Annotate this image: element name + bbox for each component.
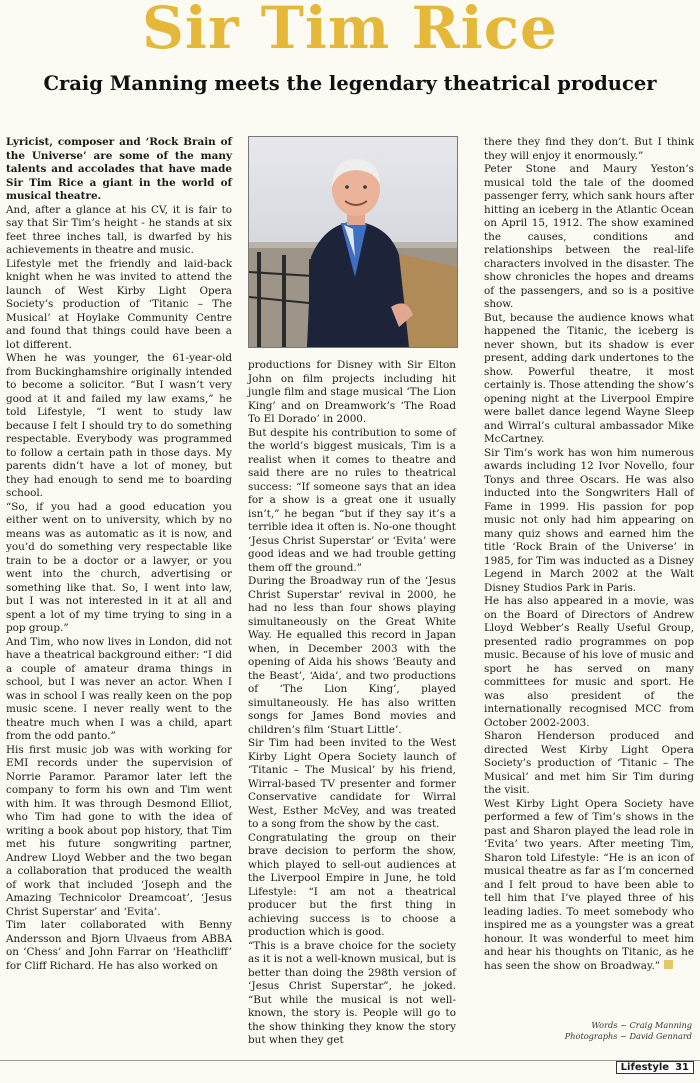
text-column-3 — [484, 136, 694, 973]
paragraph: But despite his contribution to some of the world’s biggest musicals, Tim is a realist when it comes to theatre and said there are no rules to theatrical success: “If someone says that an idea for a show is a great one it usually isn’t,” he began “but if they say it’s a terrible idea it often is. No-one thought ‘Jesus Christ Superstar’ or ‘Evita’ were good ideas and we had trouble getting them off the ground.” — [248, 426, 456, 574]
magazine-name: Lifestyle — [620, 1062, 670, 1073]
article-title: Sir Tim Rice — [142, 0, 558, 62]
paragraph-text: West Kirby Light Opera Society have performed a few of Tim’s shows in the past and Sharon played the lead role in ‘Evita’ two years. After meeting Tim, Sharon told Lifestyle: “He is an icon of musical theatre as far as I’m concerned and I felt proud to have been able to tell him that I’ve played three of his leading ladies. To meet somebody who inspired me as a youngster was a great honour. It was wonderful to meet him and hear his thoughts on Titanic, as he has seen the show on Broadway.” — [484, 797, 694, 972]
paragraph: But, because the audience knows what happened the Titanic, the iceberg is never shown, but its shadow is ever present, adding dark undertones to the show. Powerful theatre, it most certainly is. Those attending the show’s opening night at the Liverpool Empire were ballet dance legend Wayne Sleep and Wirral’s cultural ambassador Mike McCartney. — [484, 311, 694, 445]
paragraph: Sir Tim’s work has won him numerous awards including 12 Ivor Novello, four Tonys and three Oscars. He was also inducted into the Songwriters Hall of Fame in 1999. His passion for pop music not only had him appearing on many quiz shows and earned him the title ‘Rock Brain of the Universe’ in 1985, for Tim was inducted as a Disney Legend in March 2002 at the Walt Disney Studios Park in Paris. — [484, 446, 694, 594]
footer-rule — [0, 1060, 700, 1061]
photographs-credit: Photographs ~ David Gennard — [564, 1031, 692, 1041]
paragraph: Peter Stone and Maury Yeston’s musical told the tale of the doomed passenger ferry, which sank hours after hitting an iceberg in the Atlantic Ocean on April 15, 1912. The show examined the causes, conditions and relationships between the real-life characters involved in the disaster. The show chronicles the hopes and dreams of the passengers, and so is a positive show. — [484, 163, 694, 310]
article-subtitle: Craig Manning meets the legendary theatrical producer — [43, 72, 657, 95]
paragraph: there they find they don’t. But I think they will enjoy it enormously.” — [484, 136, 694, 162]
paragraph: During the Broadway run of the ‘Jesus Christ Superstar’ revival in 2000, he had no less than four shows playing simultaneously on the Great White Way. He equalled this record in Japan when, in December 2003 with the opening of Aida his shows ‘Beauty and the Beast’, ‘Aida’, and two productions of ‘The Lion King’, played simultaneously. He has also written songs for James Bond movies and children’s film ‘Stuart Little’. — [248, 575, 456, 736]
portrait-illustration — [249, 137, 457, 347]
credits — [565, 1020, 692, 1042]
paragraph: His first music job was with working for EMI records under the supervision of Norrie Paramor. Paramor later left the company to form his own and Tim went with him. It was through Desmond Elliot, who Tim had gone to with the idea of writing a book about pop history, that Tim met his future songwriting partner, Andrew Lloyd Webber and the two began a collaboration that produced the wealth of work that included ‘Joseph and the Amazing Technicolor Dreamcoat’, ‘Jesus Christ Superstar’ and ‘Evita’. — [6, 743, 232, 918]
paragraph: He has also appeared in a movie, was on the Board of Directors of Andrew Lloyd Webber’s Really Useful Group, presented radio programmes on pop music. Because of his love of music and sport he has served on many committees for music and sport. He was also president of the internationally recognised MCC from October 2002-2003. — [484, 595, 694, 729]
lead-paragraph: Lyricist, composer and ‘Rock Brain of the Universe’ are some of the many talents and accolades that have made Sir Tim Rice a giant in the world of musical theatre. — [6, 136, 232, 202]
text-column-1 — [6, 136, 232, 973]
paragraph: “This is a brave choice for the society as it is not a well-known musical, but is better than doing the 298th version of ‘Jesus Christ Superstar”, he joked. “But while the musical is not well-known, the story is. People will go to the show thinking they know the story but when they get — [248, 939, 456, 1046]
paragraph: And, after a glance at his CV, it is fair to say that Sir Tim’s height - he stands at six feet three inches tall, is dwarfed by his achievements in theatre and music. — [6, 203, 232, 256]
page-footer — [616, 1061, 694, 1074]
portrait-photo — [248, 136, 458, 348]
paragraph: Sir Tim had been invited to the West Kirby Light Opera Society launch of ‘Titanic – The Musical’ by his friend, Wirral-based TV presenter and former Conservative candidate for Wirral West, Esther McVey, and was treated to a song from the show by the cast. — [248, 737, 456, 830]
paragraph: “So, if you had a good education you either went on to university, which by no means was as automatic as it is now, and you’d do something very respectable like train to be a doctor or a lawyer, or you went into the church, advertising or something like that. So, I went into law, but I was not interested in it at all and spent a lot of my time trying to sing in a pop group.” — [6, 500, 232, 634]
paragraph: And Tim, who now lives in London, did not have a theatrical background either: “I did a couple of amateur drama things in school, but I was never an actor. When I was in school I was really keen on the pop music scene. I never really went to the theatre much when I was a child, apart from the odd panto.” — [6, 635, 232, 742]
page-number: 31 — [675, 1062, 689, 1073]
paragraph: Tim later collaborated with Benny Andersson and Bjorn Ulvaeus from ABBA on ‘Chess’ and John Farrar on ‘Heathcliff’ for Cliff Richard. He has also worked on — [6, 919, 232, 972]
paragraph: productions for Disney with Sir Elton John on film projects including hit jungle film and stage musical ‘The Lion King’ and on Dreamwork’s ‘The Road To El Dorado’ in 2000. — [248, 359, 456, 425]
paragraph: Sharon Henderson produced and directed West Kirby Light Opera Society’s production of ‘Titanic – The Musical’ and met him Sir Tim during the visit. — [484, 730, 694, 796]
words-credit: Words ~ Craig Manning — [591, 1020, 692, 1030]
paragraph: Congratulating the group on their brave decision to perform the show, which played to sell-out audiences at the Liverpool Empire in June, he told Lifestyle: “I am not a theatrical producer but the first thing in achieving success is to choose a production which is good. — [248, 831, 456, 938]
end-of-article-mark — [664, 960, 673, 969]
paragraph: When he was younger, the 61-year-old from Buckinghamshire originally intended to become a solicitor. “But I wasn’t very good at it and failed my law exams,” he told Lifestyle, “I went to study law because I felt I should try to do something respectable. Everybody was programmed to follow a certain path in those days. My parents didn’t have a lot of money, but they had enough to send me to boarding school. — [6, 352, 232, 499]
paragraph-last — [484, 798, 694, 974]
paragraph: Lifestyle met the friendly and laid-back knight when he was invited to attend the launch of West Kirby Light Opera Society’s production of ‘Titanic – The Musical’ at Hoylake Community Centre and found that things could have been a lot different. — [6, 257, 232, 351]
text-column-2 — [248, 359, 456, 1048]
